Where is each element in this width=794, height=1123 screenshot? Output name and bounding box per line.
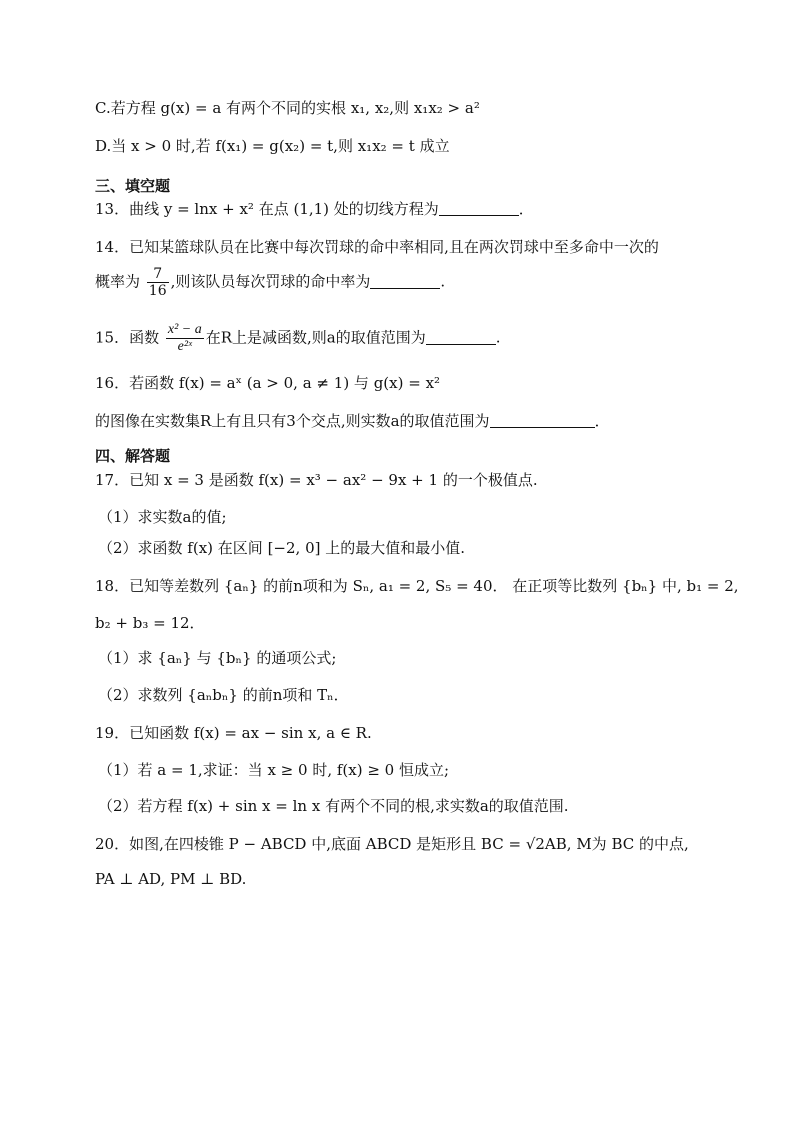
question-16-text: 的图像在实数集R上有且只有3个交点,则实数a的取值范围为 xyxy=(95,412,490,430)
fraction-function xyxy=(166,322,204,355)
question-14-prefix: 概率为 xyxy=(95,272,141,291)
question-18-line1: 18．已知等差数列 {aₙ} 的前n项和为 Sₙ, a₁ = 2, S₅ = 40． 在正项等比数列 {bₙ} 中, b₁ = 2, xyxy=(95,577,739,595)
option-d: D.当 x > 0 时,若 f(x₁) = g(x₂) = t,则 x₁x₂ = t 成立 xyxy=(95,137,450,155)
question-18-line2: b₂ + b₃ = 12． xyxy=(95,614,205,632)
question-15-suffix: 在R上是减函数,则a的取值范围为 xyxy=(205,328,426,347)
question-16-line2: 的图像在实数集R上有且只有3个交点,则实数a的取值范围为 ． xyxy=(95,412,610,430)
fraction-7-16 xyxy=(147,266,169,299)
question-16-line1: 16．若函数 f(x) = aˣ (a > 0, a ≠ 1) 与 g(x) = x² xyxy=(95,374,441,392)
fraction-numerator: x² − a xyxy=(167,322,202,337)
fraction-denominator: e²ˣ xyxy=(177,339,192,354)
question-20-line1: 20．如图,在四棱锥 P − ABCD 中,底面 ABCD 是矩形且 BC = √2AB, M为 BC 的中点, xyxy=(95,835,689,853)
fraction-numerator: 7 xyxy=(153,266,163,282)
question-19: 19．已知函数 f(x) = ax − sin x, a ∈ R. xyxy=(95,724,372,742)
question-14-suffix: ,则该队员每次罚球的命中率为 xyxy=(170,272,371,291)
question-17-part1: （1）求实数a的值; xyxy=(98,508,227,526)
question-15-prefix: 15．函数 xyxy=(95,328,160,347)
question-13: 13．曲线 y = lnx + x² 在点 (1,1) 处的切线方程为 ． xyxy=(95,200,534,218)
question-14-line2: 概率为 $\frac{7}{16}$ ,则该队员每次罚球的命中率为 . xyxy=(95,266,446,299)
question-18-part1: （1）求 {aₙ} 与 {bₙ} 的通项公式; xyxy=(98,649,337,667)
answer-blank xyxy=(370,274,440,289)
question-15: 15．函数 $\frac{\text{x² − a}}{\text{e²ˣ}}$ 在R上是减函数,则a的取值范围为 . xyxy=(95,322,501,354)
question-14-line1: 14．已知某篮球队员在比赛中每次罚球的命中率相同,且在两次罚球中至多命中一次的 xyxy=(95,238,659,256)
question-20-line2: PA ⊥ AD, PM ⊥ BD. xyxy=(95,870,247,888)
answer-blank xyxy=(490,413,595,428)
question-19-part2: （2）若方程 f(x) + sin x = ln x 有两个不同的根,求实数a的取值范围. xyxy=(98,797,569,815)
fraction-denominator: 16 xyxy=(148,283,167,299)
answer-blank xyxy=(426,330,496,345)
option-c: C.若方程 g(x) = a 有两个不同的实根 x₁, x₂,则 x₁x₂ > a² xyxy=(95,99,480,117)
question-17-part2: （2）求函数 f(x) 在区间 [−2, 0] 上的最大值和最小值. xyxy=(98,539,465,557)
section-answer-heading: 四、解答题 xyxy=(95,447,171,465)
section-fill-blank-heading: 三、填空题 xyxy=(95,177,171,195)
question-19-part1: （1）若 a = 1,求证：当 x ≥ 0 时, f(x) ≥ 0 恒成立; xyxy=(98,761,450,779)
question-17: 17．已知 x = 3 是函数 f(x) = x³ − ax² − 9x + 1 的一个极值点. xyxy=(95,471,538,489)
question-13-text: 13．曲线 y = lnx + x² 在点 (1,1) 处的切线方程为 xyxy=(95,200,439,218)
answer-blank xyxy=(439,201,519,216)
question-18-part2: （2）求数列 {aₙbₙ} 的前n项和 Tₙ． xyxy=(98,686,349,704)
